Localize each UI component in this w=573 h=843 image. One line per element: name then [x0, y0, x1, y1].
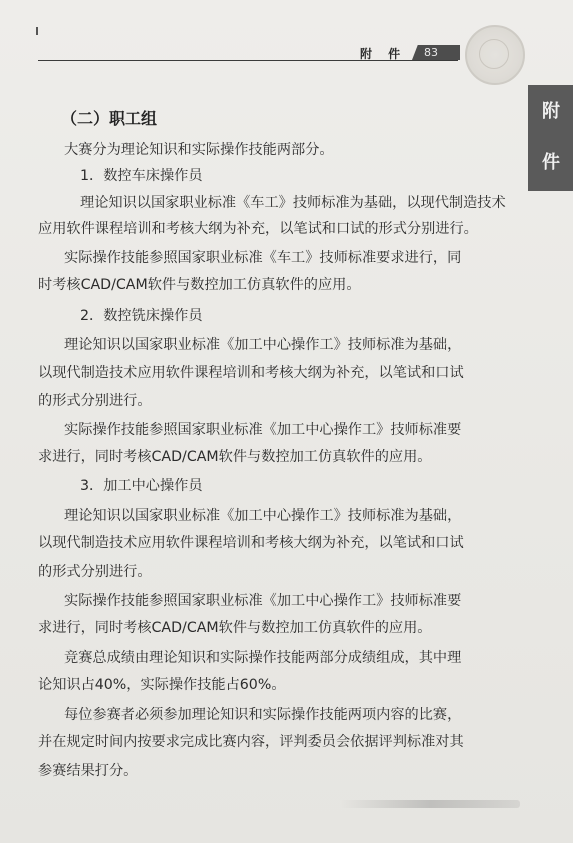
header-title: 附 件	[360, 47, 407, 61]
text-line: 应用软件课程培训和考核大纲为补充，以笔试和口试的形式分别进行。	[38, 221, 478, 237]
text-line: 竞赛总成绩由理论知识和实际操作技能两部分成绩组成，其中理	[64, 650, 462, 666]
side-tab	[528, 85, 573, 191]
subheading-machining-center-operator: 3．加工中心操作员	[80, 478, 203, 494]
text-line: 以现代制造技术应用软件课程培训和考核大纲为补充，以笔试和口试	[38, 365, 464, 381]
text-line: 并在规定时间内按要求完成比赛内容，评判委员会依据评判标准对其	[38, 734, 464, 750]
text-line: 理论知识以国家职业标准《车工》技师标准为基础，以现代制造技术	[80, 195, 506, 211]
text-line: 的形式分别进行。	[38, 393, 152, 409]
text-line: 求进行，同时考核CAD/CAM软件与数控加工仿真软件的应用。	[38, 620, 432, 636]
corner-mark	[36, 27, 38, 35]
side-tab-char-2: 件	[542, 152, 560, 173]
text-line: 时考核CAD/CAM软件与数控加工仿真软件的应用。	[38, 277, 361, 293]
text-line: 每位参赛者必须参加理论知识和实际操作技能两项内容的比赛，	[64, 707, 462, 723]
subheading-lathe-operator: 1．数控车床操作员	[80, 168, 203, 184]
subheading-milling-operator: 2．数控铣床操作员	[80, 308, 203, 324]
text-line: 论知识占40%，实际操作技能占60%。	[38, 677, 286, 693]
seal-emblem-icon	[465, 25, 525, 85]
text-line: 理论知识以国家职业标准《加工中心操作工》技师标准为基础，	[64, 337, 462, 353]
text-line: 理论知识以国家职业标准《加工中心操作工》技师标准为基础，	[64, 508, 462, 524]
section-heading: （二）职工组	[61, 109, 158, 128]
text-line: 求进行，同时考核CAD/CAM软件与数控加工仿真软件的应用。	[38, 449, 432, 465]
side-tab-char-1: 附	[542, 101, 560, 122]
text-line: 以现代制造技术应用软件课程培训和考核大纲为补充，以笔试和口试	[38, 535, 464, 551]
text-line: 的形式分别进行。	[38, 564, 152, 580]
header-rule	[38, 60, 458, 61]
text-line: 实际操作技能参照国家职业标准《加工中心操作工》技师标准要	[64, 593, 462, 609]
text-line: 实际操作技能参照国家职业标准《加工中心操作工》技师标准要	[64, 422, 462, 438]
text-line: 参赛结果打分。	[38, 763, 138, 779]
bleed-through-smudge	[340, 800, 520, 808]
page-number: 83	[424, 46, 438, 59]
text-line: 实际操作技能参照国家职业标准《车工》技师标准要求进行，同	[64, 250, 462, 266]
text-line: 大赛分为理论知识和实际操作技能两部分。	[64, 142, 334, 158]
